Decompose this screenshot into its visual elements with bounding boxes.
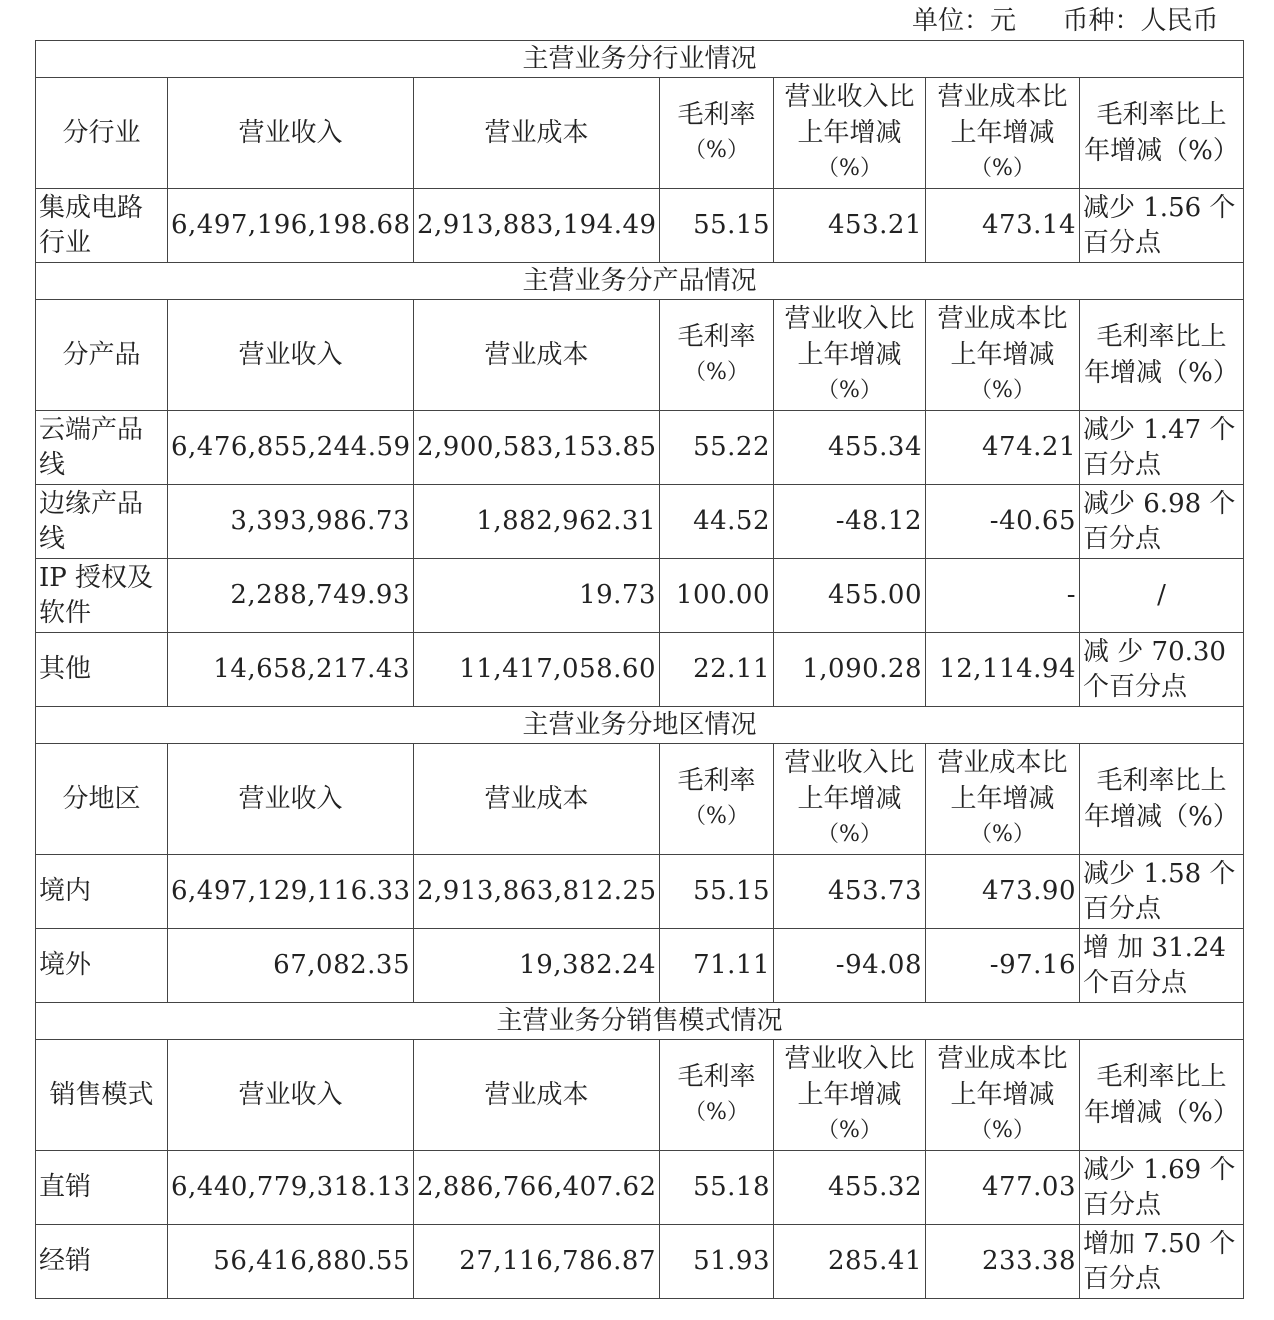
text-line: （%） [684, 1100, 749, 1125]
revenue-change-cell: 1,090.28 [774, 633, 926, 707]
cost-change-cell: 473.14 [926, 189, 1080, 263]
cost-cell: 19,382.24 [414, 929, 660, 1003]
text-line: 减少 1.58 个 [1083, 858, 1236, 889]
header-revenue-change [774, 78, 926, 189]
header-category: 分行业 [36, 78, 168, 189]
text-line: 增 加 31.24 [1083, 932, 1226, 963]
header-category: 分地区 [36, 744, 168, 855]
text-line: 集成电路 [39, 192, 144, 223]
margin-cell: 55.18 [660, 1151, 774, 1225]
text-line: （%） [684, 138, 749, 163]
text-line: 上年增减 [797, 1080, 902, 1110]
header-revenue-change [774, 744, 926, 855]
revenue-cell: 67,082.35 [168, 929, 414, 1003]
header-revenue-change [774, 1040, 926, 1151]
text-line: 减少 6.98 个 [1083, 488, 1236, 519]
text-line: 毛利率比上 [1096, 100, 1227, 130]
text-line: 营业收入比 [784, 82, 915, 112]
section-title: 主营业务分地区情况 [36, 707, 1244, 744]
text-line: 境外 [39, 950, 92, 980]
text-line: 上年增减 [950, 118, 1055, 148]
text-line: 年增减（%） [1084, 802, 1239, 832]
header-cost-change [926, 300, 1080, 411]
section-title: 主营业务分行业情况 [36, 41, 1244, 78]
header-row [36, 78, 1244, 189]
row-name [36, 189, 168, 263]
row-name [36, 855, 168, 929]
text-line: （%） [970, 378, 1035, 403]
currency-label: 币种：人民币 [1062, 6, 1219, 36]
table-row [36, 1225, 1244, 1299]
cost-change-cell: -97.16 [926, 929, 1080, 1003]
margin-change-cell [1080, 189, 1244, 263]
header-cost: 营业成本 [414, 1040, 660, 1151]
margin-cell: 22.11 [660, 633, 774, 707]
table-row [36, 559, 1244, 633]
text-line: 毛利率 [677, 1062, 756, 1092]
row-name [36, 485, 168, 559]
text-line: 百分点 [1083, 893, 1162, 924]
cost-change-cell: 233.38 [926, 1225, 1080, 1299]
section-title-row [36, 707, 1244, 744]
row-name [36, 929, 168, 1003]
header-margin [660, 744, 774, 855]
cost-cell: 2,886,766,407.62 [414, 1151, 660, 1225]
revenue-cell: 6,440,779,318.13 [168, 1151, 414, 1225]
header-margin-change [1080, 744, 1244, 855]
cost-cell: 2,900,583,153.85 [414, 411, 660, 485]
margin-cell: 44.52 [660, 485, 774, 559]
header-margin-change [1080, 78, 1244, 189]
margin-cell: 55.22 [660, 411, 774, 485]
revenue-change-cell: -48.12 [774, 485, 926, 559]
text-line: 直销 [39, 1172, 92, 1202]
text-line: （%） [817, 378, 882, 403]
revenue-change-cell: 455.00 [774, 559, 926, 633]
cost-cell: 19.73 [414, 559, 660, 633]
header-revenue: 营业收入 [168, 300, 414, 411]
header-cost: 营业成本 [414, 300, 660, 411]
margin-change-cell [1080, 1151, 1244, 1225]
text-line: 营业成本比 [937, 82, 1068, 112]
text-line: （%） [817, 156, 882, 181]
text-line: 营业成本比 [937, 1044, 1068, 1074]
header-margin [660, 300, 774, 411]
text-line: 减少 1.69 个 [1083, 1154, 1236, 1185]
margin-cell: 71.11 [660, 929, 774, 1003]
text-line: 年增减（%） [1084, 136, 1239, 166]
text-line: IP 授权及 [39, 562, 154, 593]
revenue-change-cell: 455.34 [774, 411, 926, 485]
text-line: （%） [684, 804, 749, 829]
revenue-change-cell: 453.73 [774, 855, 926, 929]
header-row [36, 300, 1244, 411]
cost-change-cell: -40.65 [926, 485, 1080, 559]
table-row [36, 189, 1244, 263]
text-line: 上年增减 [950, 340, 1055, 370]
revenue-change-cell: 453.21 [774, 189, 926, 263]
revenue-cell: 2,288,749.93 [168, 559, 414, 633]
text-line: （%） [970, 822, 1035, 847]
revenue-cell: 56,416,880.55 [168, 1225, 414, 1299]
margin-change-cell [1080, 411, 1244, 485]
header-revenue: 营业收入 [168, 744, 414, 855]
revenue-cell: 6,497,196,198.68 [168, 189, 414, 263]
table-row [36, 855, 1244, 929]
table-row [36, 411, 1244, 485]
cost-cell: 11,417,058.60 [414, 633, 660, 707]
margin-change-cell [1080, 633, 1244, 707]
cost-change-cell: 474.21 [926, 411, 1080, 485]
text-line: 营业收入比 [784, 748, 915, 778]
header-row [36, 1040, 1244, 1151]
unit-label: 单位：元 [912, 6, 1017, 36]
header-revenue: 营业收入 [168, 78, 414, 189]
table-row [36, 633, 1244, 707]
text-line: 毛利率比上 [1096, 766, 1227, 796]
text-line: 减 少 70.30 [1083, 636, 1226, 667]
revenue-change-cell: -94.08 [774, 929, 926, 1003]
header-category: 分产品 [36, 300, 168, 411]
header-margin-change [1080, 300, 1244, 411]
margin-cell: 51.93 [660, 1225, 774, 1299]
row-name [36, 411, 168, 485]
revenue-cell: 6,476,855,244.59 [168, 411, 414, 485]
section-title: 主营业务分销售模式情况 [36, 1003, 1244, 1040]
text-line: 毛利率比上 [1096, 1062, 1227, 1092]
cost-change-cell: 12,114.94 [926, 633, 1080, 707]
section-title-row [36, 263, 1244, 300]
header-revenue: 营业收入 [168, 1040, 414, 1151]
text-line: 百分点 [1083, 1189, 1162, 1220]
cost-cell: 1,882,962.31 [414, 485, 660, 559]
text-line: 营业成本比 [937, 304, 1068, 334]
text-line: 年增减（%） [1084, 358, 1239, 388]
text-line: 毛利率 [677, 100, 756, 130]
text-line: （%） [970, 156, 1035, 181]
table-row [36, 929, 1244, 1003]
text-line: 经销 [39, 1246, 92, 1276]
text-line: / [1157, 580, 1166, 610]
text-line: 上年增减 [950, 1080, 1055, 1110]
header-cost-change [926, 78, 1080, 189]
text-line: 线 [39, 523, 66, 554]
text-line: 营业收入比 [784, 1044, 915, 1074]
cost-change-cell: 473.90 [926, 855, 1080, 929]
header-revenue-change [774, 300, 926, 411]
margin-change-cell [1080, 855, 1244, 929]
header-cost: 营业成本 [414, 744, 660, 855]
text-line: 线 [39, 449, 66, 480]
cost-change-cell: 477.03 [926, 1151, 1080, 1225]
text-line: 行业 [39, 227, 92, 258]
margin-change-cell [1080, 485, 1244, 559]
table-row [36, 1151, 1244, 1225]
text-line: 减少 1.47 个 [1083, 414, 1236, 445]
text-line: 上年增减 [797, 784, 902, 814]
header-cost-change [926, 1040, 1080, 1151]
cost-change-cell: - [926, 559, 1080, 633]
row-name [36, 1151, 168, 1225]
text-line: 上年增减 [797, 118, 902, 148]
unit-line [912, 4, 1242, 38]
text-line: 上年增减 [797, 340, 902, 370]
text-line: 云端产品 [39, 414, 144, 445]
cost-cell: 2,913,863,812.25 [414, 855, 660, 929]
table-row [36, 485, 1244, 559]
header-cost-change [926, 744, 1080, 855]
text-line: 营业收入比 [784, 304, 915, 334]
section-title: 主营业务分产品情况 [36, 263, 1244, 300]
text-line: 上年增减 [950, 784, 1055, 814]
margin-cell: 55.15 [660, 189, 774, 263]
text-line: （%） [817, 822, 882, 847]
margin-change-cell [1080, 559, 1244, 633]
revenue-cell: 3,393,986.73 [168, 485, 414, 559]
revenue-cell: 6,497,129,116.33 [168, 855, 414, 929]
header-category: 销售模式 [36, 1040, 168, 1151]
margin-change-cell [1080, 929, 1244, 1003]
header-margin [660, 78, 774, 189]
text-line: 百分点 [1083, 227, 1162, 258]
section-title-row [36, 1003, 1244, 1040]
text-line: 毛利率 [677, 766, 756, 796]
revenue-change-cell: 285.41 [774, 1225, 926, 1299]
text-line: 其他 [39, 654, 92, 684]
margin-cell: 55.15 [660, 855, 774, 929]
header-row [36, 744, 1244, 855]
revenue-cell: 14,658,217.43 [168, 633, 414, 707]
text-line: 减少 1.56 个 [1083, 192, 1236, 223]
header-cost: 营业成本 [414, 78, 660, 189]
text-line: 边缘产品 [39, 488, 144, 519]
text-line: 百分点 [1083, 1263, 1162, 1294]
cost-cell: 2,913,883,194.49 [414, 189, 660, 263]
header-margin-change [1080, 1040, 1244, 1151]
row-name [36, 559, 168, 633]
text-line: 毛利率 [677, 322, 756, 352]
text-line: 年增减（%） [1084, 1098, 1239, 1128]
text-line: 百分点 [1083, 523, 1162, 554]
text-line: 软件 [39, 597, 92, 628]
text-line: （%） [684, 360, 749, 385]
header-margin [660, 1040, 774, 1151]
cost-cell: 27,116,786.87 [414, 1225, 660, 1299]
text-line: 增加 7.50 个 [1083, 1228, 1236, 1259]
text-line: 个百分点 [1083, 967, 1188, 998]
text-line: 百分点 [1083, 449, 1162, 480]
text-line: 营业成本比 [937, 748, 1068, 778]
row-name [36, 1225, 168, 1299]
text-line: 个百分点 [1083, 671, 1188, 702]
margin-cell: 100.00 [660, 559, 774, 633]
row-name [36, 633, 168, 707]
text-line: （%） [817, 1118, 882, 1143]
text-line: 毛利率比上 [1096, 322, 1227, 352]
text-line: 境内 [39, 876, 92, 906]
revenue-change-cell: 455.32 [774, 1151, 926, 1225]
business-table [35, 40, 1244, 1299]
margin-change-cell [1080, 1225, 1244, 1299]
section-title-row [36, 41, 1244, 78]
text-line: （%） [970, 1118, 1035, 1143]
